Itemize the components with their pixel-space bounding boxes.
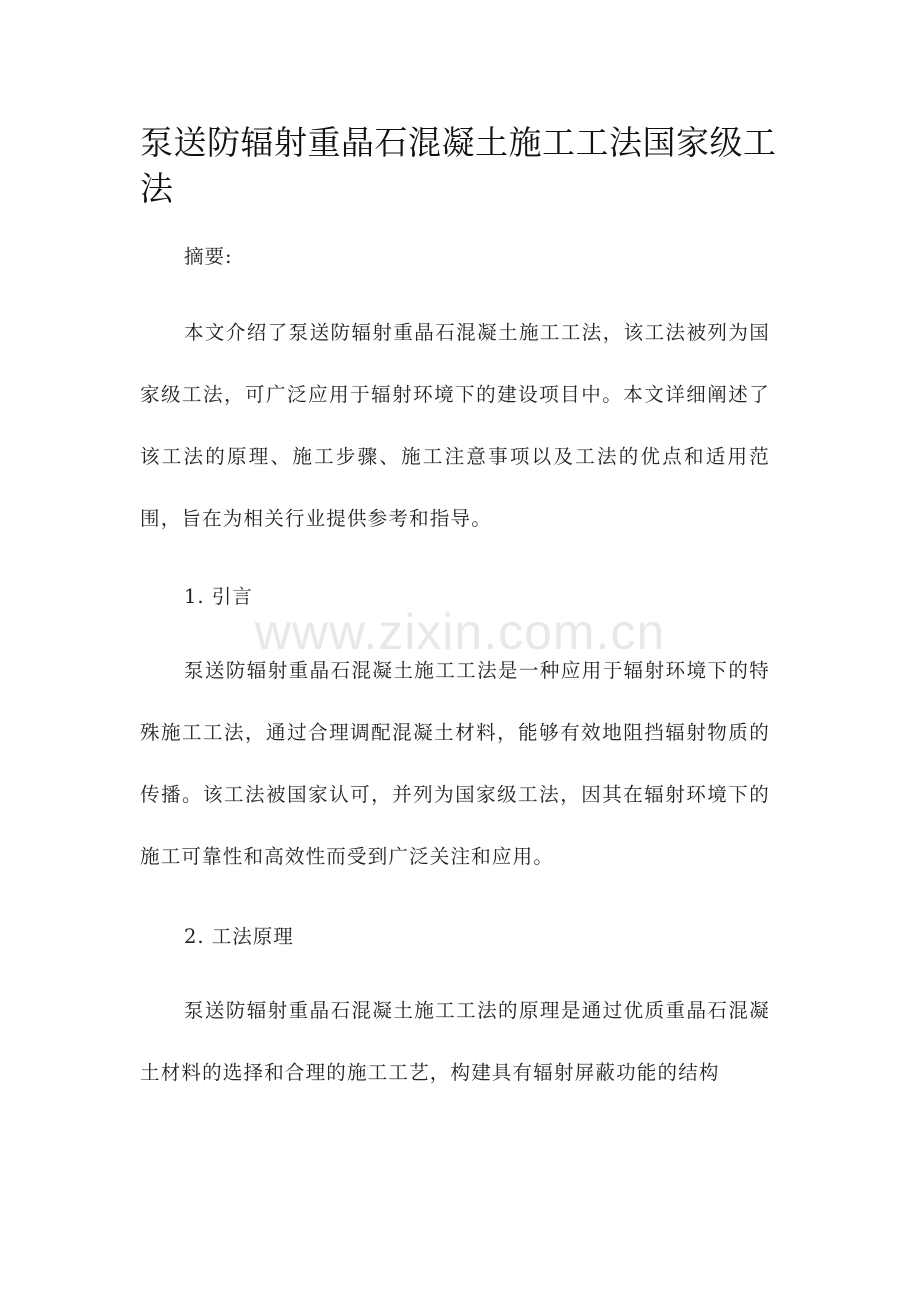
principle-paragraph: 泵送防辐射重晶石混凝土施工工法的原理是通过优质重晶石混凝土材料的选择和合理的施工工艺，构建具有辐射屏蔽功能的结构 [140,999,770,1084]
section-heading-introduction: 1. 引言 [184,585,253,608]
abstract-label: 摘要: [184,245,233,268]
section-heading-principle: 2. 工法原理 [184,925,294,948]
watermark-text: www.zixin.com.cn [254,604,666,660]
abstract-paragraph: 本文介绍了泵送防辐射重晶石混凝土施工工法，该工法被列为国家级工法，可广泛应用于辐射环境下的建设项目中。本文详细阐述了该工法的原理、施工步骤、施工注意事项以及工法的优点和适用范围，旨在为相关行业提供参考和指导。 [140,321,770,530]
introduction-paragraph: 泵送防辐射重晶石混凝土施工工法是一种应用于辐射环境下的特殊施工工法，通过合理调配混凝土材料，能够有效地阻挡辐射物质的传播。该工法被国家认可，并列为国家级工法，因其在辐射环境下的施工可靠性和高效性而受到广泛关注和应用。 [140,659,770,868]
document-title: 泵送防辐射重晶石混凝土施工工法国家级工法 [140,123,777,208]
